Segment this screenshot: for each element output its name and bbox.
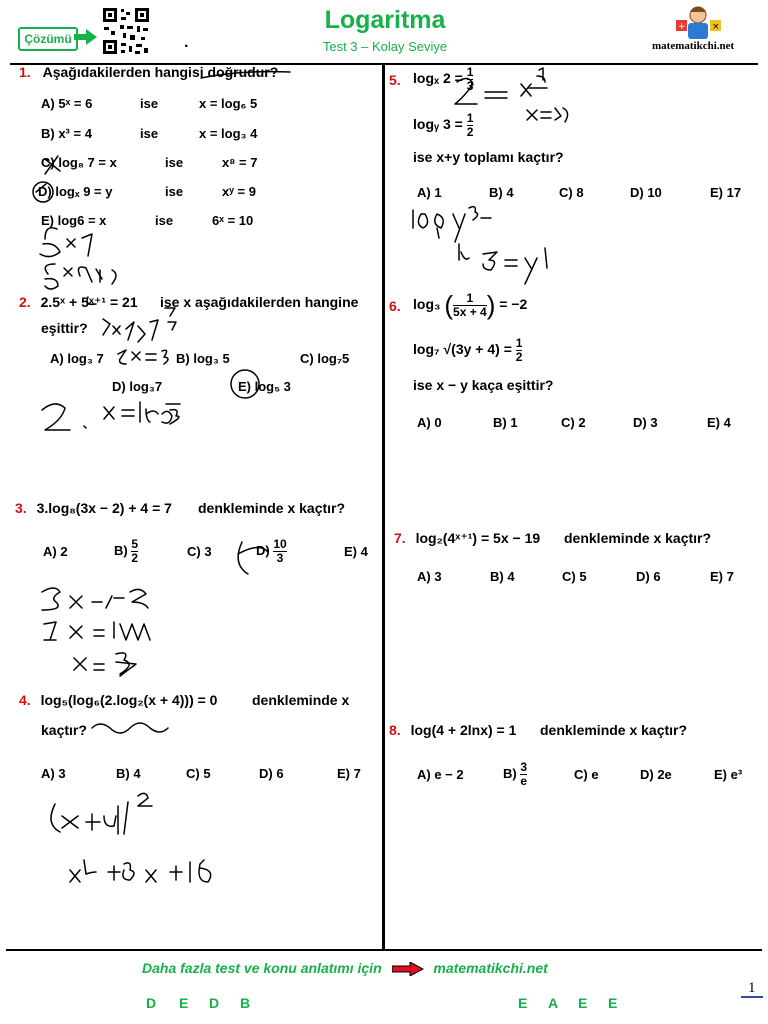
q3-option-b[interactable]: B) $\frac{5}{2}$ <box>114 537 139 565</box>
question-8: 8. log(4 + 2lnx) = 1 <box>389 722 517 738</box>
answer-key-5: E <box>518 995 528 1011</box>
question-2-text: ise x aşağıdakilerden hangine <box>160 294 359 310</box>
question-8-equation: log(4 + 2lnx) = 1 <box>410 722 517 738</box>
q1-option-a-ise: ise <box>140 96 159 111</box>
q7-option-c[interactable]: C) 5 <box>562 569 587 584</box>
q7-option-e[interactable]: E) 7 <box>710 569 734 584</box>
q4-option-a[interactable]: A) 3 <box>41 766 66 781</box>
q2-option-d[interactable]: D) log₃7 <box>112 379 163 394</box>
question-8-text: denkleminde x kaçtır? <box>540 722 688 738</box>
q1-option-d-right: xʸ = 9 <box>222 184 256 199</box>
q5-option-b[interactable]: B) 4 <box>489 185 514 200</box>
page-number-underline <box>741 996 763 998</box>
q3-option-c[interactable]: C) 3 <box>187 544 212 559</box>
q1-option-a[interactable]: A) 5ˣ = 6 <box>41 96 93 111</box>
q8-option-d[interactable]: D) 2e <box>640 767 672 782</box>
question-6-line-2: log₇ √(3y + 4) = $\frac{1}{2}$ <box>413 336 523 364</box>
q1-option-e-ise: ise <box>155 213 174 228</box>
question-5-text: ise x+y toplamı kaçtır? <box>413 149 564 165</box>
q8-option-e[interactable]: E) e³ <box>714 767 743 782</box>
question-4-equation: log₅(log₆(2.log₂(x + 4))) = 0 <box>40 692 218 708</box>
q1-option-d-ise: ise <box>165 184 184 199</box>
answer-key-8: E <box>608 995 618 1011</box>
question-number: 1. <box>19 64 31 80</box>
q4-option-e[interactable]: E) 7 <box>337 766 361 781</box>
question-text: Aşağıdakilerden hangisi doğrudur? <box>42 64 279 80</box>
page-number: 1 <box>748 980 756 996</box>
answer-key-6: A <box>548 995 559 1011</box>
q6-option-b[interactable]: B) 1 <box>493 415 518 430</box>
question-3: 3. 3.log₈(3x − 2) + 4 = 7 <box>15 500 172 516</box>
question-7-text: denkleminde x kaçtır? <box>564 530 712 546</box>
q5-option-c[interactable]: C) 8 <box>559 185 584 200</box>
svg-text:+: + <box>678 22 686 32</box>
qr-code-icon[interactable] <box>101 6 151 56</box>
question-4-text: denkleminde x <box>252 692 350 708</box>
q6-option-c[interactable]: C) 2 <box>561 415 586 430</box>
footer-divider <box>6 949 762 951</box>
q2-option-b[interactable]: B) log₃ 5 <box>176 351 230 366</box>
handwriting-left <box>0 64 380 944</box>
question-2: 2. 2.5ˣ + 5ˣ⁺¹ = 21 <box>19 294 138 310</box>
footer-text: Daha fazla test ve konu anlatımı için <box>142 960 382 976</box>
question-6-line-1: log₃ ( $\frac{1}{5x + 4}$ ) = −2 <box>413 290 528 320</box>
cozum-button[interactable]: Çözümü <box>18 27 78 51</box>
site-logo-text: matematikchi.net <box>652 40 735 52</box>
q1-option-c-ise: ise <box>165 155 184 170</box>
q1-option-d[interactable]: D) logₓ 9 = y <box>38 184 113 199</box>
q3-option-a[interactable]: A) 2 <box>43 544 68 559</box>
q2-option-e[interactable]: E) log₅ 3 <box>238 379 291 394</box>
answer-key-7: E <box>578 995 588 1011</box>
q1-option-b-right: x = log₃ 4 <box>199 126 258 141</box>
q7-option-a[interactable]: A) 3 <box>417 569 442 584</box>
question-5-line-1: logₓ 2 = $\frac{1}{3}$ <box>413 65 474 93</box>
q8-option-c[interactable]: C) e <box>574 767 599 782</box>
question-6: 6. <box>389 298 401 314</box>
footer-promo <box>142 960 548 976</box>
dot-mark: . <box>184 34 189 51</box>
q3-option-d[interactable]: D) $\frac{10}{3}$ <box>256 537 287 565</box>
q3-option-e[interactable]: E) 4 <box>344 544 368 559</box>
q6-option-d[interactable]: D) 3 <box>633 415 658 430</box>
page-subtitle: Test 3 – Kolay Seviye <box>322 39 448 54</box>
q8-option-b[interactable]: B) $\frac{3}{e}$ <box>503 760 528 788</box>
q2-option-c[interactable]: C) log₇5 <box>300 351 350 366</box>
arrow-right-icon <box>392 962 424 976</box>
q1-option-e[interactable]: E) log6 = x <box>41 213 107 228</box>
q5-option-e[interactable]: E) 17 <box>710 185 742 200</box>
answer-key-3: D <box>209 995 220 1011</box>
question-3-equation: 3.log₈(3x − 2) + 4 = 7 <box>36 500 172 516</box>
q7-option-d[interactable]: D) 6 <box>636 569 661 584</box>
q1-option-b[interactable]: B) x³ = 4 <box>41 126 92 141</box>
question-5-line-2: logᵧ 3 = $\frac{1}{2}$ <box>413 111 474 139</box>
footer-site-link[interactable]: matematikchi.net <box>433 960 548 976</box>
question-4-text-end: kaçtır? <box>41 722 87 738</box>
answer-key-1: D <box>146 995 157 1011</box>
answer-key-2: E <box>179 995 189 1011</box>
q4-option-b[interactable]: B) 4 <box>116 766 141 781</box>
question-7-equation: log₂(4ˣ⁺¹) = 5x − 19 <box>415 530 541 546</box>
q1-option-c[interactable]: C) log₈ 7 = x <box>41 155 117 170</box>
logo-icon <box>672 4 724 44</box>
strike-mark <box>34 180 48 200</box>
question-7: 7. log₂(4ˣ⁺¹) = 5x − 19 <box>394 530 541 546</box>
question-5: 5. <box>389 72 401 88</box>
question-6-text: ise x − y kaça eşittir? <box>413 377 554 393</box>
q7-option-b[interactable]: B) 4 <box>490 569 515 584</box>
answer-key-4: B <box>240 995 251 1011</box>
q1-option-e-right: 6ˣ = 10 <box>212 213 254 228</box>
q2-option-a[interactable]: A) log₃ 7 <box>50 351 104 366</box>
q8-option-a[interactable]: A) e − 2 <box>417 767 464 782</box>
svg-text:×: × <box>712 22 720 32</box>
q6-option-a[interactable]: A) 0 <box>417 415 442 430</box>
q1-option-c-right: x⁸ = 7 <box>222 155 258 170</box>
handwriting-right <box>385 64 765 944</box>
question-2-equation: 2.5ˣ + 5ˣ⁺¹ = 21 <box>40 294 138 310</box>
q4-option-d[interactable]: D) 6 <box>259 766 284 781</box>
question-2-text-end: eşittir? <box>41 320 88 336</box>
q5-option-a[interactable]: A) 1 <box>417 185 442 200</box>
q6-option-e[interactable]: E) 4 <box>707 415 731 430</box>
arrow-right-icon <box>74 27 98 47</box>
q4-option-c[interactable]: C) 5 <box>186 766 211 781</box>
q1-option-a-right: x = log₆ 5 <box>199 96 258 111</box>
q5-option-d[interactable]: D) 10 <box>630 185 662 200</box>
question-4: 4. log₅(log₆(2.log₂(x + 4))) = 0 <box>19 692 218 708</box>
page-title: Logaritma <box>324 6 446 34</box>
question-3-text: denkleminde x kaçtır? <box>198 500 346 516</box>
q1-option-b-ise: ise <box>140 126 159 141</box>
